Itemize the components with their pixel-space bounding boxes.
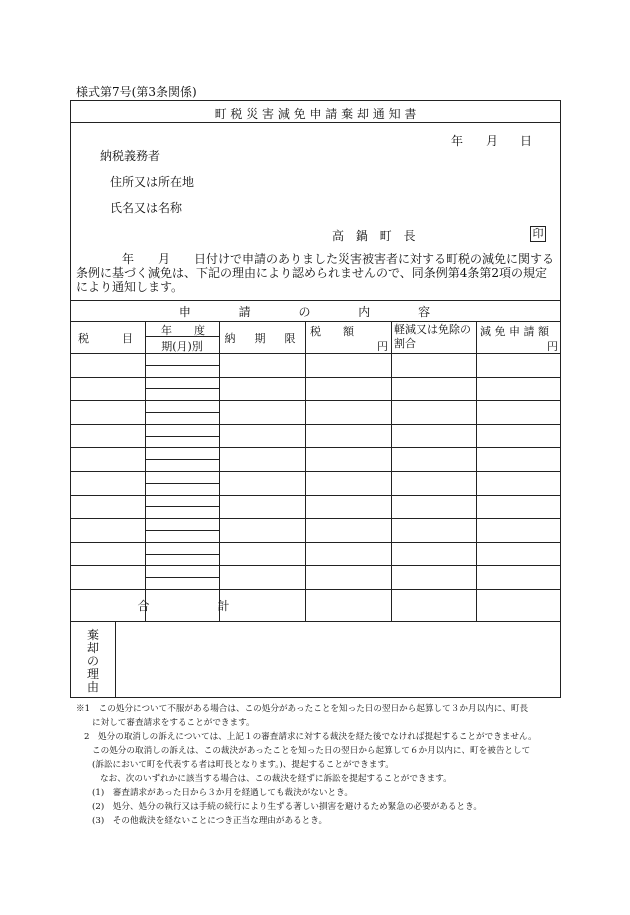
period-subrow-divider (145, 412, 219, 413)
notice-body (76, 252, 556, 294)
note-line: に対して審査請求をすることができます。 (92, 718, 255, 728)
header-fiscal-year: 年 度 (161, 324, 205, 337)
form-title: 町 税 災 害 減 免 申 請 棄 却 通 知 書 (214, 107, 417, 121)
table-row-divider (70, 471, 561, 472)
address-label: 住所又は所在地 (110, 175, 195, 189)
note-line: (2) 処分、処分の執行又は手続の続行により生ずる著しい損害を避けるため緊急の必要があるとき。 (92, 802, 482, 812)
period-subrow-divider (145, 530, 219, 531)
table-row-divider (70, 377, 561, 378)
period-subrow-divider (145, 365, 219, 366)
table-row-divider (70, 447, 561, 448)
note-line: (訴訟において町を代表する者は町長となります。)、提起することができます。 (92, 760, 394, 770)
header-requested-amount: 減 免 申 請 額 (480, 325, 549, 338)
header-requested-amount-unit: 円 (547, 340, 558, 353)
table-row-divider (70, 518, 561, 519)
note-line: なお、次のいずれかに該当する場合は、この裁決を経ずに訴訟を提起することができます。 (100, 774, 452, 784)
period-subrow-divider (145, 506, 219, 507)
header-reduction-ratio: 軽減又は免除の割合 (394, 323, 471, 350)
table-row-divider (70, 589, 561, 590)
table-row-divider (70, 400, 561, 401)
period-subrow-divider (145, 483, 219, 484)
issuer-name: 高 鍋 町 長 (332, 229, 420, 243)
total-label: 合 計 (137, 599, 238, 613)
note-line: (3) その他裁決を経ないことにつき正当な理由があるとき。 (92, 816, 328, 826)
table-top-border (70, 321, 561, 322)
period-subrow-divider (145, 554, 219, 555)
name-label: 氏名又は名称 (110, 201, 183, 215)
note-line: 2 処分の取消しの訴えについては、上記１の審査請求に対する裁決を経た後でなければ提起することができません。 (84, 732, 537, 742)
header-year-divider (145, 336, 219, 337)
reason-char: 理 (86, 667, 99, 681)
header-tax-item: 税 目 (78, 332, 133, 345)
seal-mark: 印 (530, 226, 546, 242)
header-tax-amount-unit: 円 (377, 340, 388, 353)
note-line: ※1 この処分について不服がある場合は、この処分があったことを知った日の翌日から起算して３か月以内に、町長 (76, 704, 529, 714)
period-subrow-divider (145, 436, 219, 437)
header-period: 期(月)別 (161, 340, 203, 353)
table-row-divider (70, 542, 561, 543)
section-top-divider (70, 300, 561, 301)
header-tax-amount: 税 額 (310, 325, 354, 338)
header-bottom-border (70, 353, 561, 354)
date-day-label: 日 (520, 134, 533, 148)
form-number: 様式第7号(第3条関係) (76, 85, 197, 99)
note-line: この処分の取消しの訴えは、この裁決があったことを知った日の翌日から起算して６か月以内に、町を被告として (92, 746, 531, 756)
period-subrow-divider (145, 388, 219, 389)
date-year-label: 年 (451, 134, 464, 148)
reason-char: 由 (86, 680, 99, 694)
table-row-divider (70, 565, 561, 566)
reason-char: 却 (86, 641, 99, 655)
rejection-reason-field[interactable] (116, 622, 560, 697)
title-divider (70, 122, 561, 123)
reason-char: 棄 (86, 628, 99, 642)
notice-body-text: 年 月 日付けで申請のありました災害被害者に対する町税の減免に関する条例に基づく減免は、下記の理由により認められませんので、同条例第4条第2項の規定により通知します。 (76, 252, 555, 294)
period-subrow-divider (145, 459, 219, 460)
period-subrow-divider (145, 577, 219, 578)
reason-char: の (86, 654, 99, 668)
note-line: (1) 審査請求があった日から３か月を経過しても裁決がないとき。 (92, 788, 353, 798)
taxpayer-label: 納税義務者 (100, 149, 161, 163)
section-title: 申 請 の 内 容 (178, 305, 453, 319)
date-month-label: 月 (486, 134, 499, 148)
table-row-divider (70, 424, 561, 425)
header-due-date: 納 期 限 (224, 332, 300, 345)
table-row-divider (70, 495, 561, 496)
rejection-reason-label (86, 629, 100, 694)
